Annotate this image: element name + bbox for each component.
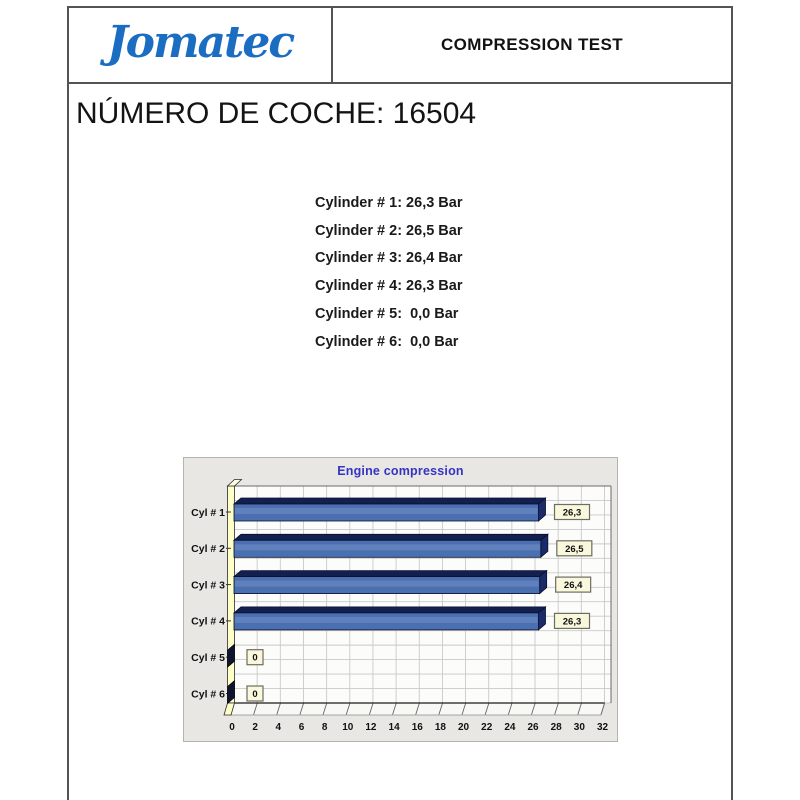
cylinder-reading-row <box>315 301 463 329</box>
chart-value-label: 0 <box>252 689 258 700</box>
cylinder-label: Cylinder # 3: <box>315 250 403 267</box>
chart-value-label: 26,3 <box>562 616 582 628</box>
chart-axis-tick-label: 14 <box>388 722 400 733</box>
chart-axis-tick-label: 6 <box>298 722 305 733</box>
cylinder-label: Cylinder # 6: <box>315 333 403 350</box>
cylinder-label: Cylinder # 1: <box>315 195 403 211</box>
chart-category-label: Cyl # 4 <box>191 615 225 628</box>
jomatec-logo: Jomatec <box>106 17 294 68</box>
chart-axis-tick-label: 24 <box>504 722 516 733</box>
car-number-heading: NÚMERO DE COCHE: 16504 <box>76 97 477 130</box>
chart-axis-tick-label: 12 <box>365 722 377 733</box>
chart-bar-sheen <box>235 508 538 514</box>
chart-axis-tick-label: 4 <box>275 722 282 733</box>
chart-axis-tick-label: 2 <box>252 722 258 733</box>
chart-axis-tick-label: 10 <box>342 722 354 733</box>
logo-cell <box>69 8 333 82</box>
chart-axis-tick-label: 28 <box>550 722 562 733</box>
chart-bar-sheen <box>235 581 539 587</box>
cylinder-value: 26,5 Bar <box>402 222 463 239</box>
chart-bar-top <box>234 498 546 504</box>
chart-wall-cap <box>228 480 242 487</box>
title-cell <box>333 8 731 82</box>
cylinder-readings-list <box>315 190 463 356</box>
chart-value-label: 26,4 <box>563 580 583 592</box>
chart-value-label: 0 <box>252 652 258 664</box>
chart-axis-tick-label: 22 <box>481 722 493 733</box>
chart-axis-tick-label: 8 <box>321 722 328 733</box>
chart-axis-tick-label: 32 <box>596 722 609 733</box>
cylinder-value: 0,0 Bar <box>402 305 459 322</box>
chart-value-label: 26,5 <box>565 543 584 555</box>
chart-bar-sheen <box>235 617 538 623</box>
cylinder-reading-row <box>315 190 463 218</box>
compression-chart-panel <box>183 457 618 742</box>
chart-value-label: 26,3 <box>562 507 582 519</box>
cylinder-value: 0,0 Bar <box>402 333 459 350</box>
chart-category-label: Cyl # 5 <box>191 652 225 664</box>
cylinder-label: Cylinder # 2: <box>315 222 403 239</box>
chart-bar-top <box>234 607 546 613</box>
chart-wall <box>228 486 235 703</box>
chart-axis-tick-label: 20 <box>458 722 470 733</box>
chart-axis-tick-label: 18 <box>434 722 446 733</box>
chart-bar-top <box>234 534 548 540</box>
chart-axis-tick-label: 16 <box>411 722 423 733</box>
chart-axis-tick-label: 26 <box>527 722 539 733</box>
chart-category-label: Cyl # 3 <box>191 579 225 592</box>
compression-chart-canvas <box>184 458 619 743</box>
chart-category-label: Cyl # 1 <box>191 506 225 519</box>
chart-axis-tick-label: 30 <box>573 722 585 733</box>
report-header <box>69 8 731 84</box>
chart-bar-top <box>234 571 547 577</box>
cylinder-label: Cylinder # 5: <box>315 305 403 322</box>
cylinder-reading-row <box>315 218 463 246</box>
cylinder-label: Cylinder # 4: <box>315 278 403 295</box>
cylinder-reading-row <box>315 273 463 301</box>
report-title: COMPRESSION TEST <box>440 35 624 54</box>
chart-axis-tick-label: 0 <box>229 722 235 733</box>
cylinder-value: 26,4 Bar <box>402 250 463 267</box>
chart-bar-sheen <box>235 544 540 550</box>
chart-category-label: Cyl # 6 <box>191 688 225 701</box>
cylinder-value: 26,3 Bar <box>402 278 463 295</box>
cylinder-reading-row <box>315 245 463 273</box>
cylinder-value: 26,3 Bar <box>402 195 463 211</box>
chart-title: Engine compression <box>337 464 464 478</box>
chart-category-label: Cyl # 2 <box>191 543 225 556</box>
cylinder-reading-row <box>315 329 463 357</box>
